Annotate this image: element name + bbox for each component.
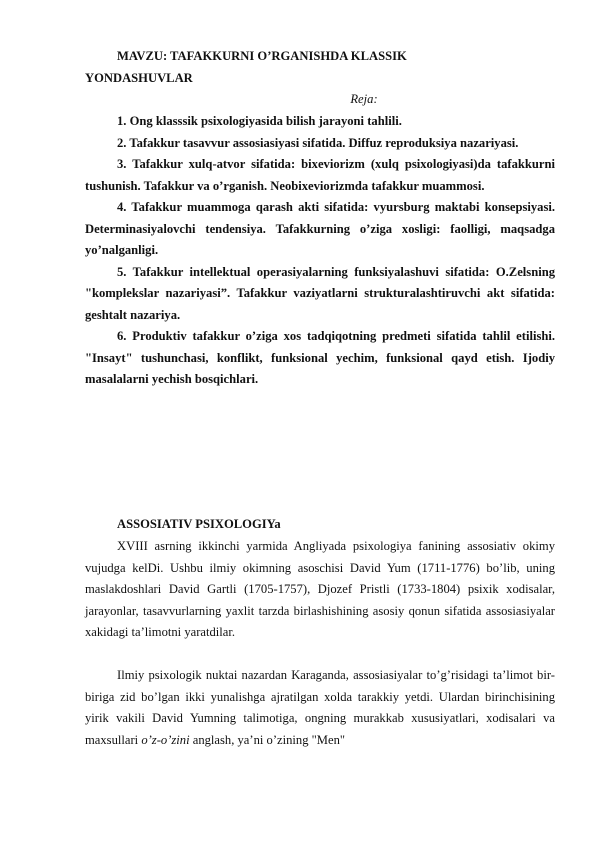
plan-item: 1. Ong klasssik psixologiyasida bilish jarayoni tahlili. bbox=[117, 114, 402, 128]
body-paragraph: XVIII asrning ikkinchi yarmida Angliyada psixologiya fanining assosiativ okimy vujudga kelDi. Ushbu ilmiy okimning asoschisi David Yum (1711-1776) bo’lib, uning maslakdoshlari David Gartli (1705-1757), Djozef Pristli (1733-1804) psixik xodisalar, jarayonlar, tasavvurlarning yaxlit tarzda birlashishining asosiy qonun sifatida assosiasiyalar xakidagi ta’limotni yaratdilar. bbox=[85, 539, 555, 639]
plan-list bbox=[85, 111, 555, 391]
plan-item: 2. Tafakkur tasavvur assosiasiyasi sifatida. Diffuz reproduksiya nazariyasi. bbox=[117, 135, 519, 150]
title-line-1: MAVZU: TAFAKKURNI O’RGANISHDA KLASSIK bbox=[117, 49, 407, 63]
body-text: anglash, ya’ni o’zining "Men" bbox=[189, 732, 346, 747]
plan-item: 6. Produktiv tafakkur o’ziga xos tadqiqotning predmeti sifatida tahlil etilishi. "Insayt" tushunchasi, konflikt, funksional yechim, funksional qayd etish. Ijodiy masalalarni yechish bosqichlari. bbox=[85, 329, 555, 386]
plan-item: 4. Tafakkur muammoga qarash akti sifatida: vyursburg maktabi konsepsiyasi. Determinasiyalovchi tendensiya. Tafakkurning o’ziga xosligi: faolligi, maqsadga yo’nalganligi. bbox=[85, 200, 555, 257]
title-line-2: YONDASHUVLAR bbox=[85, 70, 193, 85]
plan-item: 3. Tafakkur xulq-atvor sifatida: bixeviorizm (xulq psixologiyasi)da tafakkurni tushunish. Tafakkur va o’rganish. Neobixeviorizmda tafakkur muammosi. bbox=[85, 157, 555, 193]
section-heading: ASSOSIATIV PSIXOLOGIYa bbox=[117, 517, 281, 531]
plan-label: Reja: bbox=[350, 92, 378, 106]
body-paragraph bbox=[85, 665, 555, 751]
plan-item: 5. Tafakkur intellektual operasiyalarning funksiyalashuvi sifatida: O.Zelsning "komplekslar nazariyasi”. Tafakkur vaziyatlarni strukturalashtiruvchi akt sifatida: geshtalt nazariya. bbox=[85, 264, 555, 322]
italic-term: o’z-o’zini bbox=[141, 732, 190, 747]
document-title bbox=[85, 46, 555, 89]
body-text: Ilmiy psixologik nuktai nazardan Karaganda, assosiasiyalar to’g’risidagi ta’limot bir-biriga zid bo’lgan ikki yunalishga ajratilgan xolda tarakkiy yetdi. Ulardan birinchisining yirik vakili David Yumning talimotiga, ongning murakkab xususiyatlari, xodisalari va maxsullari bbox=[85, 668, 555, 747]
